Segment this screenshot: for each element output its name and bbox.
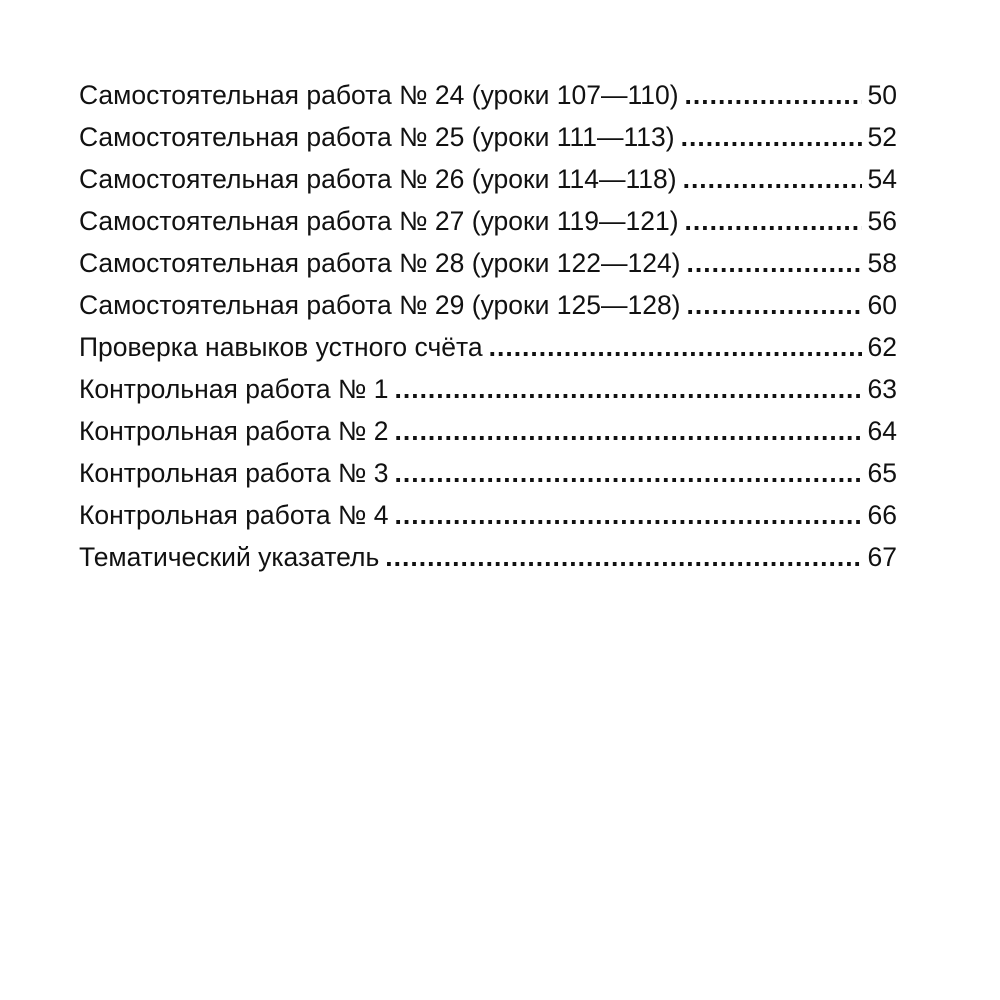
- toc-entry: [79, 452, 897, 494]
- toc-entry-title: Проверка навыков устного счёта: [79, 332, 483, 362]
- toc-dot-leader: [685, 74, 862, 116]
- toc-entry-title: Самостоятельная работа № 29 (уроки 125—128): [79, 290, 681, 320]
- toc-entry-page: 67: [867, 542, 897, 572]
- toc-dot-leader: [489, 326, 862, 368]
- toc-entry-title: Контрольная работа № 3: [79, 458, 389, 488]
- toc-entry: [79, 200, 897, 242]
- toc-dot-leader: [687, 242, 862, 284]
- toc-entry: [79, 116, 897, 158]
- toc-entry-page: 56: [867, 206, 897, 236]
- toc-entry: [79, 74, 897, 116]
- toc-dot-leader: [683, 158, 862, 200]
- toc-entry-page: 60: [867, 290, 897, 320]
- toc-entry-page: 52: [867, 122, 897, 152]
- toc-dot-leader: [394, 494, 861, 536]
- toc-entry-title: Самостоятельная работа № 24 (уроки 107—110): [79, 80, 679, 110]
- toc-entry-title: Контрольная работа № 4: [79, 500, 389, 530]
- toc-entry-page: 54: [867, 164, 897, 194]
- toc-dot-leader: [685, 200, 862, 242]
- toc-dot-leader: [394, 368, 861, 410]
- table-of-contents: [79, 74, 897, 578]
- toc-entry: [79, 536, 897, 578]
- toc-entry-title: Самостоятельная работа № 26 (уроки 114—118): [79, 164, 677, 194]
- toc-dot-leader: [394, 452, 861, 494]
- toc-dot-leader: [687, 284, 862, 326]
- toc-dot-leader: [394, 410, 861, 452]
- toc-entry-page: 58: [867, 248, 897, 278]
- toc-entry-page: 50: [867, 80, 897, 110]
- toc-dot-leader: [385, 536, 861, 578]
- toc-entry: [79, 410, 897, 452]
- toc-entry-page: 66: [867, 500, 897, 530]
- toc-entry-page: 64: [867, 416, 897, 446]
- toc-entry: [79, 242, 897, 284]
- toc-entry: [79, 368, 897, 410]
- toc-entry-title: Самостоятельная работа № 25 (уроки 111—113): [79, 122, 675, 152]
- toc-entry-title: Самостоятельная работа № 27 (уроки 119—121): [79, 206, 679, 236]
- toc-entry: [79, 494, 897, 536]
- toc-entry: [79, 284, 897, 326]
- toc-entry-title: Самостоятельная работа № 28 (уроки 122—124): [79, 248, 681, 278]
- toc-entry-title: Контрольная работа № 1: [79, 374, 389, 404]
- toc-dot-leader: [681, 116, 862, 158]
- toc-entry: [79, 158, 897, 200]
- toc-entry-page: 62: [867, 332, 897, 362]
- toc-entry-title: Контрольная работа № 2: [79, 416, 389, 446]
- toc-entry-title: Тематический указатель: [79, 542, 380, 572]
- toc-entry-page: 65: [867, 458, 897, 488]
- toc-entry: [79, 326, 897, 368]
- toc-entry-page: 63: [867, 374, 897, 404]
